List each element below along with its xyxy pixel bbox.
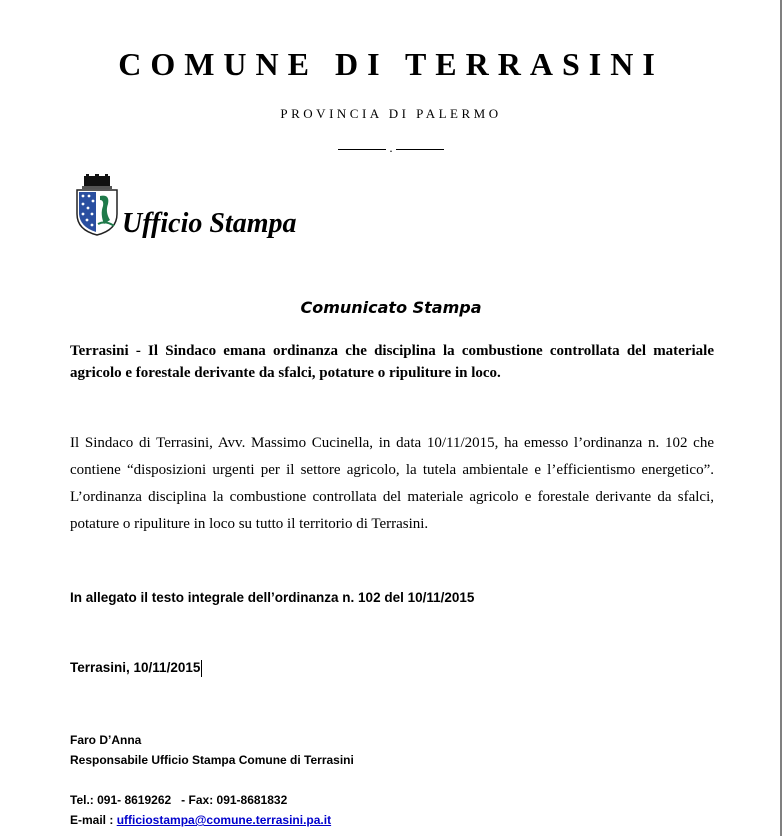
text-cursor: [201, 660, 202, 677]
signature-role: Responsabile Ufficio Stampa Comune di Terrasini: [70, 753, 354, 767]
header-separator: .: [0, 140, 782, 156]
press-release-heading: Comunicato Stampa: [300, 298, 482, 317]
page-subtitle: PROVINCIA DI PALERMO: [280, 106, 502, 121]
contacts-block: [70, 790, 331, 830]
email-link[interactable]: ufficiostampa@comune.terrasini.pa.it: [116, 813, 332, 827]
signature-name: Faro D’Anna: [70, 733, 142, 747]
body-paragraph: Il Sindaco di Terrasini, Avv. Massimo Cucinella, in data 10/11/2015, ha emesso l’ordinanza n. 102 che contiene “disposizioni urgenti per il settore agricolo, la tutela ambientale e l’efficientismo energetico”. L’ordinanza disciplina la combustione controllata del materiale agricolo e forestale derivante da sfalci, potature o ripuliture in loco su tutto il territorio di Terrasini.: [70, 435, 714, 532]
signature-block: [70, 730, 354, 770]
office-label: Ufficio Stampa: [122, 208, 297, 239]
attachment-note: In allegato il testo integrale dell’ordinanza n. 102 del 10/11/2015: [70, 590, 475, 605]
phone-fax: Tel.: 091- 8619262 - Fax: 091-8681832: [70, 793, 288, 807]
coat-of-arms-icon: [74, 174, 120, 236]
place-date: Terrasini, 10/11/2015: [70, 660, 201, 676]
page-title: COMUNE DI TERRASINI: [118, 46, 664, 82]
lead-paragraph: Terrasini - Il Sindaco emana ordinanza che disciplina la combustione controllata del materiale agricolo e forestale derivante da sfalci, potature o ripuliture in loco.: [70, 343, 714, 381]
email-line: E-mail : ufficiostampa@comune.terrasini.pa.it: [70, 813, 332, 827]
